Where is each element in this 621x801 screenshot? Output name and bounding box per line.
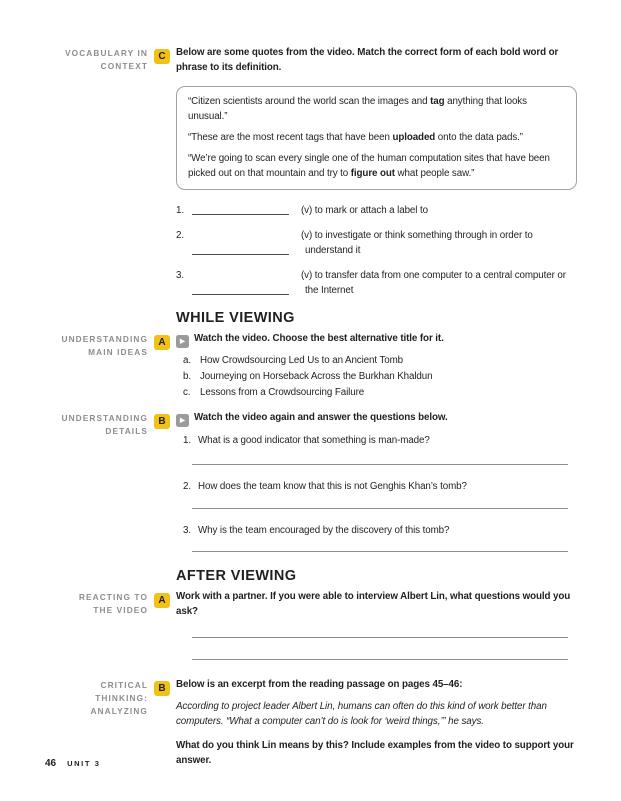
instruction-text: word or phrase to its definition. (176, 47, 559, 73)
instruction-bold-word: bold (500, 47, 521, 58)
badge-column (148, 589, 176, 660)
sidebar-label-line: CRITICAL THINKING: (95, 680, 148, 703)
option-b (183, 369, 577, 385)
option-text: Journeying on Horseback Across the Burkhan Khaldun (200, 371, 433, 382)
reacting-to-the-video-activity (45, 589, 621, 660)
sidebar-label-line: ANALYZING (90, 706, 148, 716)
answer-blank (192, 228, 289, 255)
question-number: 3. (183, 525, 191, 536)
multiple-choice-options (176, 353, 577, 401)
definition-item (176, 228, 577, 258)
understanding-details-activity (45, 410, 621, 552)
activity-a-instruction: Work with a partner. If you were able to interview Albert Lin, what questions would you ask? (176, 591, 571, 617)
activity-badge-a: A (154, 593, 170, 608)
video-quote: “These are the most recent tags that have been uploaded onto the data pads.” (188, 132, 523, 143)
sidebar-label-line: REACTING TO (78, 592, 148, 602)
question-number: 2. (183, 481, 191, 492)
instruction-text: Below are some quotes from the video. Match the correct form of each (176, 47, 501, 58)
answer-line (192, 637, 568, 638)
definition-item (176, 203, 577, 218)
definition-text: (v) to investigate or think something through in order to understand it (301, 230, 533, 256)
option-text: Lessons from a Crowdsourcing Failure (200, 387, 365, 398)
answer-line (192, 659, 568, 660)
option-a (183, 353, 577, 369)
badge-column (148, 331, 176, 401)
unit-label: UNIT 3 (67, 759, 101, 768)
activity-b-instruction: Below is an excerpt from the reading passage on pages 45–46: (176, 679, 463, 690)
critical-thinking-analyzing-activity (45, 677, 621, 768)
activity-a-instruction: ▶ Watch the video. Choose the best alternative title for it. (176, 331, 577, 348)
activity-c-instruction (176, 45, 577, 75)
sidebar-label-line: VOCABULARY IN (65, 48, 148, 58)
question-text: What is a good indicator that something is man-made? (198, 435, 430, 446)
definition-text: (v) to transfer data from one computer to a central computer or the Internet (301, 270, 566, 296)
page-number: 46 (45, 758, 57, 769)
critical-thinking-question: What do you think Lin means by this? Include examples from the video to support your answer. (176, 740, 574, 766)
answer-line (192, 551, 568, 552)
question-text: Why is the team encouraged by the discovery of this tomb? (198, 525, 450, 536)
section-heading-after-viewing: AFTER VIEWING (176, 568, 297, 584)
sidebar-label-line: MAIN IDEAS (88, 347, 148, 357)
sidebar-label-understanding-details (45, 410, 148, 552)
section-heading-while-viewing: WHILE VIEWING (176, 310, 295, 326)
answer-blank (192, 203, 289, 215)
definition-match-list (176, 203, 577, 298)
sidebar-label-line: THE VIDEO (93, 605, 148, 615)
option-letter: c. (183, 387, 191, 398)
bold-vocab-word: tag (430, 96, 445, 107)
item-number: 1. (176, 205, 184, 216)
detail-question (176, 479, 577, 494)
item-number: 2. (176, 230, 184, 241)
video-quotes-box (176, 86, 577, 190)
question-number: 1. (183, 435, 191, 446)
activity-badge-b: B (154, 414, 170, 429)
sidebar-label-line: DETAILS (105, 426, 148, 436)
play-video-icon: ▶ (176, 335, 189, 348)
bold-vocab-word: uploaded (392, 132, 436, 143)
option-letter: b. (183, 371, 191, 382)
question-text: How does the team know that this is not Genghis Khan’s tomb? (198, 481, 467, 492)
activity-badge-c: C (154, 49, 170, 64)
bold-vocab-word: figure out (350, 168, 395, 179)
detail-question (176, 433, 577, 448)
understanding-main-ideas-activity (45, 331, 621, 401)
sidebar-label-line: UNDERSTANDING (61, 334, 148, 344)
sidebar-label-reacting-to-the-video (45, 589, 148, 660)
sidebar-label-critical-thinking-analyzing (45, 677, 148, 768)
answer-line (192, 464, 568, 465)
video-quote: “Citizen scientists around the world scan the images and tag anything that looks unusual.” (188, 96, 527, 122)
option-letter: a. (183, 355, 191, 366)
sidebar-label-line: UNDERSTANDING (61, 413, 148, 423)
detail-question (176, 523, 577, 538)
definition-text: (v) to mark or attach a label to (301, 205, 428, 216)
activity-b-instruction: ▶ Watch the video again and answer the questions below. (176, 410, 577, 427)
vocabulary-in-context-activity (45, 0, 621, 298)
reading-passage-excerpt: According to project leader Albert Lin, humans can often do this kind of work better than computers. “What a computer can’t do is look for ‘weird things,’” he says. (176, 701, 547, 727)
video-quote: “We’re going to scan every single one of the human computation sites that have been picked out on that mountain and try to figure out what people saw.” (188, 153, 550, 179)
play-video-icon: ▶ (176, 414, 189, 427)
definition-item (176, 268, 577, 298)
sidebar-label-vocabulary-in-context (45, 45, 148, 298)
answer-blank (192, 268, 289, 295)
option-c (183, 385, 577, 401)
activity-badge-a: A (154, 335, 170, 350)
item-number: 3. (176, 270, 184, 281)
page-footer (45, 758, 100, 769)
badge-column (148, 410, 176, 552)
badge-column (148, 45, 176, 298)
badge-column (148, 677, 176, 768)
answer-line (192, 508, 568, 509)
activity-badge-b: B (154, 681, 170, 696)
option-text: How Crowdsourcing Led Us to an Ancient Tomb (200, 355, 403, 366)
sidebar-label-line: CONTEXT (100, 61, 148, 71)
sidebar-label-understanding-main-ideas (45, 331, 148, 401)
